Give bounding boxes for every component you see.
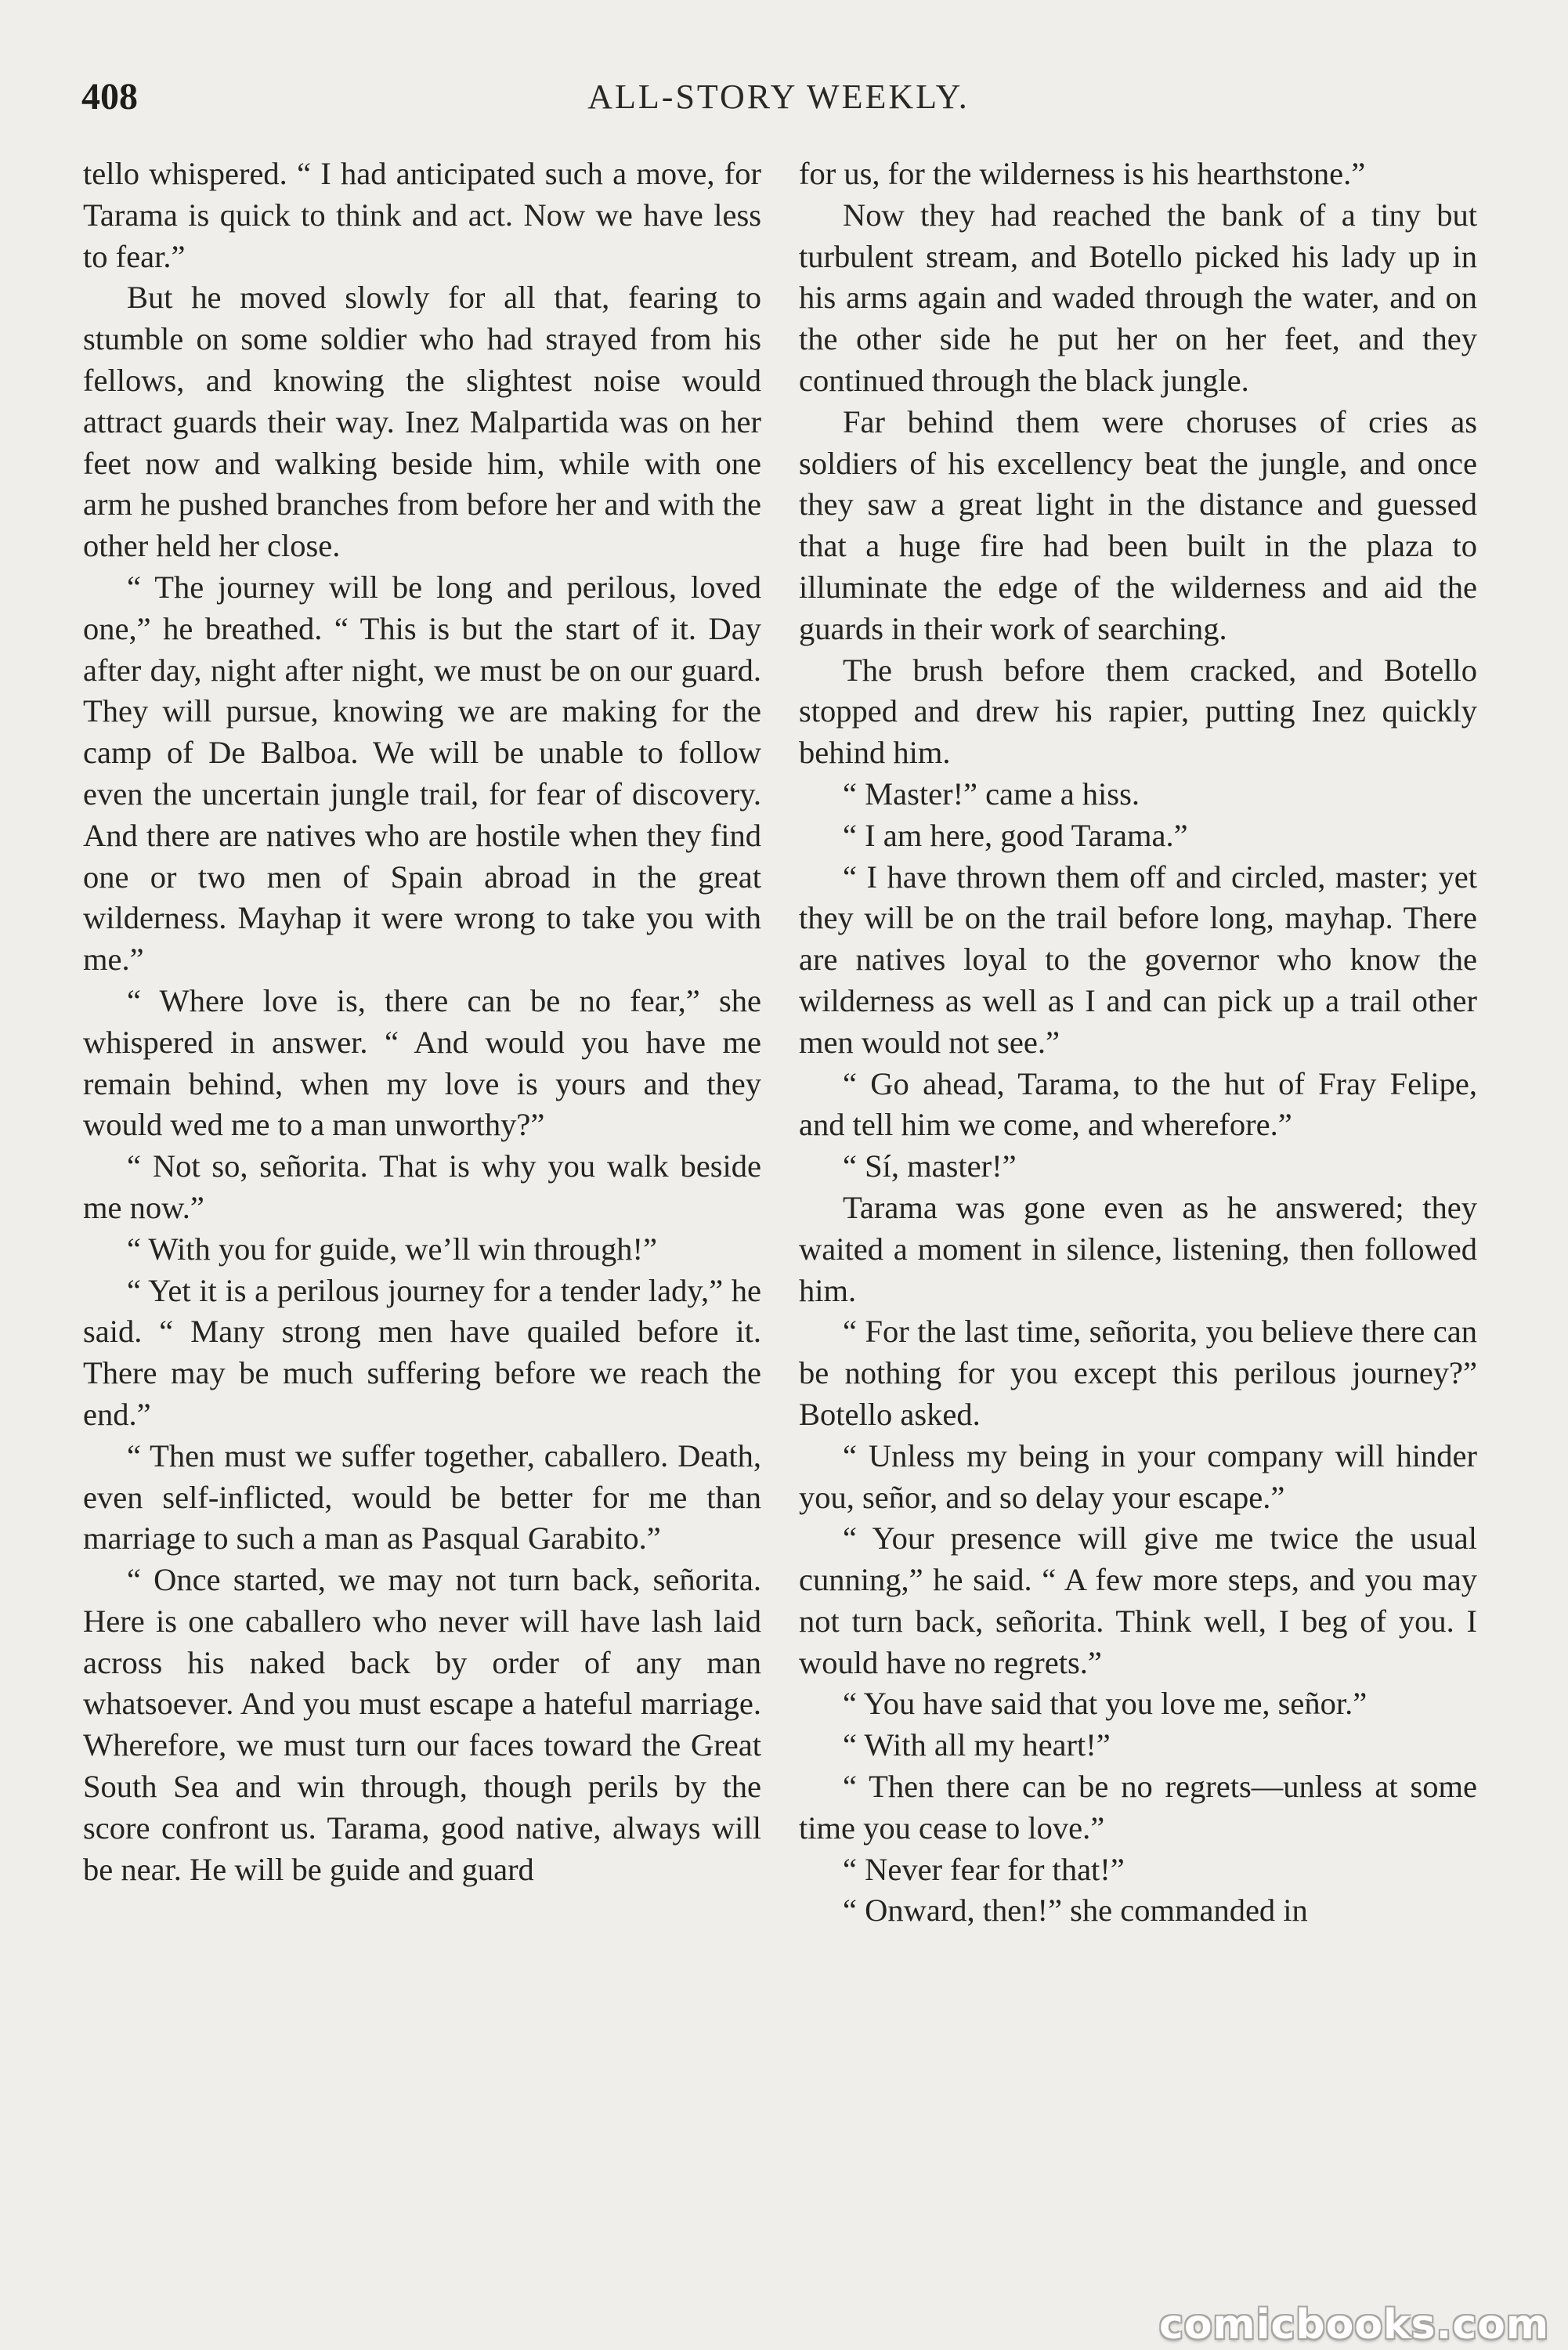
- paragraph: Now they had reached the bank of a tiny but turbulent stream, and Botello picked his lady up in his arms again and waded through the water, and on the other side he put her on her feet, and they continued through the black jungle.: [799, 197, 1477, 398]
- paragraph: “ I am here, good Tarama.”: [843, 817, 1188, 853]
- paragraph: “ Then there can be no regrets—unless at some time you cease to love.”: [799, 1769, 1477, 1846]
- paragraph: “ Your presence will give me twice the usual cunning,” he said. “ A few more steps, and you may not turn back, señorita. Think well, I beg of you. I would have no regrets.”: [799, 1520, 1477, 1680]
- left-column: [83, 154, 761, 1890]
- paragraph: “ Yet it is a perilous journey for a tender lady,” he said. “ Many strong men have quailed before it. There may be much suffering before we reach the end.”: [83, 1272, 761, 1432]
- paragraph: “ Go ahead, Tarama, to the hut of Fray Felipe, and tell him we come, and wherefore.”: [799, 1065, 1477, 1143]
- magazine-title: ALL-STORY WEEKLY.: [587, 78, 970, 116]
- paragraph: But he moved slowly for all that, fearing to stumble on some soldier who had strayed from his fellows, and knowing the slightest noise would attract guards their way. Inez Malpartida was on her feet now and walking beside him, while with one arm he pushed branches from before her and with the other held her close.: [83, 280, 761, 564]
- paragraph: for us, for the wilderness is his hearthstone.”: [799, 156, 1366, 191]
- page-header: [81, 75, 1476, 122]
- paragraph: Far behind them were choruses of cries as soldiers of his excellency beat the jungle, and once they saw a great light in the distance and guessed that a huge fire had been built in the plaza to illuminate the edge of the wilderness and aid the guards in their work of searching.: [799, 403, 1477, 646]
- paragraph: “ With all my heart!”: [843, 1727, 1111, 1763]
- right-column: [799, 154, 1477, 1932]
- paragraph: tello whispered. “ I had anticipated such a move, for Tarama is quick to think and act. Now we have less to fear.”: [83, 156, 761, 274]
- paragraph: “ Never fear for that!”: [843, 1851, 1125, 1887]
- paragraph: “ Sí, master!”: [843, 1148, 1017, 1184]
- paragraph: “ Then must we suffer together, caballero. Death, even self-inflicted, would be better for me than marriage to such a man as Pasqual Garabito.”: [83, 1437, 761, 1556]
- paragraph: “ With you for guide, we’ll win through!”: [127, 1231, 657, 1267]
- paragraph: “ Not so, señorita. That is why you walk beside me now.”: [83, 1148, 761, 1225]
- watermark: comicbooks.com: [1159, 2301, 1550, 2348]
- paragraph: “ Onward, then!” she commanded in: [843, 1893, 1308, 1929]
- paragraph: “ Once started, we may not turn back, señorita. Here is one caballero who never will have lash laid across his naked back by order of any man whatsoever. And you must escape a hateful marriage. Wherefore, we must turn our faces toward the Great South Sea and win through, though perils by the score confront us. Tarama, good native, always will be near. He will be guide and guard: [83, 1562, 761, 1887]
- paragraph: “ The journey will be long and perilous, loved one,” he breathed. “ This is but the start of it. Day after day, night after night, we must be on our guard. They will pursue, knowing we are making for the camp of De Balboa. We will be unable to follow even the uncertain jungle trail, for fear of discovery. And there are natives who are hostile when they find one or two men of Spain abroad in the great wilderness. Mayhap it were wrong to take you with me.”: [83, 569, 761, 978]
- paragraph: The brush before them cracked, and Botello stopped and drew his rapier, putting Inez quickly behind him.: [799, 652, 1477, 771]
- page-number: 408: [81, 76, 138, 118]
- paragraph: “ Unless my being in your company will hinder you, señor, and so delay your escape.”: [799, 1437, 1477, 1515]
- paragraph: “ You have said that you love me, señor.”: [843, 1686, 1367, 1722]
- paragraph: “ Where love is, there can be no fear,” she whispered in answer. “ And would you have me remain behind, when my love is yours and they would wed me to a man unworthy?”: [83, 982, 761, 1143]
- paragraph: “ For the last time, señorita, you believe there can be nothing for you except this perilous journey?” Botello asked.: [799, 1314, 1477, 1432]
- paragraph: “ I have thrown them off and circled, master; yet they will be on the trail before long, mayhap. There are natives loyal to the governor who know the wilderness as well as I and can pick up a trail other men would not see.”: [799, 859, 1477, 1060]
- paragraph: “ Master!” came a hiss.: [843, 776, 1140, 812]
- paragraph: Tarama was gone even as he answered; they waited a moment in silence, listening, then followed him.: [799, 1189, 1477, 1308]
